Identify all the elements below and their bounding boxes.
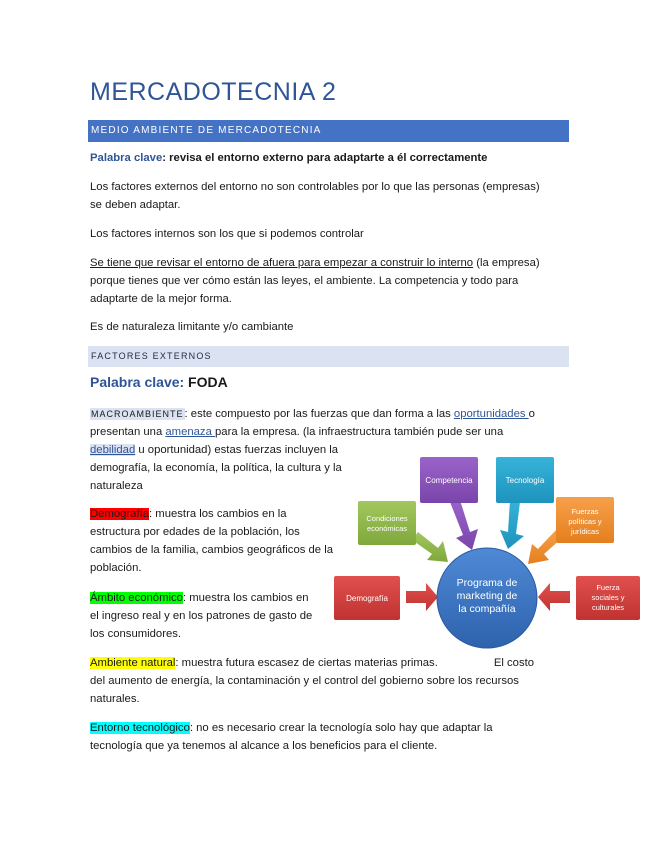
arrow-competencia bbox=[450, 500, 478, 550]
box-fuerzas-label-2: políticas y bbox=[568, 517, 602, 526]
term-economico: Ámbito económico bbox=[90, 592, 183, 604]
paragraph-factores-externos bbox=[90, 178, 540, 214]
macro-text-7: naturaleza bbox=[90, 480, 143, 492]
economico-line1: : muestra los cambios en bbox=[182, 592, 309, 604]
term-tecnologico: Entorno tecnológico bbox=[90, 722, 190, 734]
natural-line2: del aumento de energía, la contaminación y el control del gobierno sobre los recursos bbox=[90, 675, 519, 687]
paragraph-tecnologico bbox=[90, 719, 493, 755]
box-sociales-label-2: sociales y bbox=[591, 593, 625, 602]
keyword-label: Palabra clave bbox=[90, 152, 163, 164]
arrow-tecnologia bbox=[500, 500, 524, 549]
term-demografia: Demografía bbox=[90, 508, 150, 520]
link-debilidad[interactable]: debilidad bbox=[90, 444, 136, 456]
tecnologico-line2: tecnología que ya tenemos al alcance a los beneficios para el cliente. bbox=[90, 740, 438, 752]
demografia-line3: cambios de la familia, cambios geográficos de la bbox=[90, 544, 334, 556]
tecnologico-line1: : no es necesario crear la tecnología solo hay que adaptar la bbox=[189, 722, 493, 734]
box-fuerzas-label-1: Fuerzas bbox=[571, 507, 599, 516]
macro-text-5: u oportunidad) estas fuerzas incluyen la bbox=[135, 444, 339, 456]
paragraph-factores-internos: Los factores internos son los que si podemos controlar bbox=[90, 228, 364, 240]
keyword-label-2: Palabra clave: bbox=[90, 374, 185, 390]
box-tecnologia-label: Tecnología bbox=[505, 476, 545, 485]
link-oportunidades[interactable]: oportunidades bbox=[453, 408, 529, 420]
marketing-environment-diagram bbox=[330, 452, 650, 657]
p3-line2: porque tienes que ver cómo están las leyes, el ambiente. La competencia y todo para bbox=[90, 275, 519, 287]
center-label-2: marketing de bbox=[456, 590, 518, 602]
macro-text-3: presentan una bbox=[90, 426, 166, 438]
paragraph-revisar-entorno bbox=[90, 254, 540, 308]
box-competencia-label: Competencia bbox=[425, 476, 473, 485]
arrow-demografia bbox=[406, 583, 438, 611]
demografia-line4: población. bbox=[90, 562, 142, 574]
keyword-value-foda: FODA bbox=[184, 374, 228, 390]
section-heading-medio-ambiente: MEDIO AMBIENTE DE MERCADOTECNIA bbox=[88, 120, 569, 142]
keyword-text: : revisa el entorno externo para adaptarte a él correctamente bbox=[162, 152, 488, 164]
arrow-condiciones bbox=[412, 532, 448, 562]
box-demografia-label: Demografía bbox=[346, 594, 388, 603]
term-natural: Ambiente natural bbox=[90, 657, 176, 669]
box-condiciones-label-1: Condiciones bbox=[366, 514, 408, 523]
keyword-paragraph-1 bbox=[90, 149, 487, 167]
paragraph-naturaleza: Es de naturaleza limitante y/o cambiante bbox=[90, 321, 294, 333]
box-sociales-label-1: Fuerza bbox=[596, 583, 620, 592]
arrow-sociales bbox=[538, 583, 570, 611]
section-heading-factores-externos: FACTORES EXTERNOS bbox=[88, 346, 569, 367]
page-title: MERCADOTECNIA 2 bbox=[90, 78, 337, 106]
p3-underlined: Se tiene que revisar el entorno de afuera para empezar a construir lo interno bbox=[90, 257, 474, 269]
box-condiciones-label-2: económicas bbox=[366, 524, 408, 533]
natural-line3: naturales. bbox=[90, 693, 140, 705]
paragraph-economico bbox=[90, 589, 312, 643]
p1-line2: se deben adaptar. bbox=[90, 199, 181, 211]
economico-line2: el ingreso real y en los patrones de gasto de bbox=[90, 610, 313, 622]
paragraph-natural bbox=[90, 654, 534, 708]
natural-line1b: El costo bbox=[493, 657, 535, 669]
p3-rest: (la empresa) bbox=[473, 257, 540, 269]
natural-line1: : muestra futura escasez de ciertas materias primas. bbox=[175, 657, 438, 669]
box-condiciones bbox=[358, 501, 416, 545]
center-label-1: Programa de bbox=[456, 577, 518, 589]
keyword-heading-foda bbox=[90, 374, 228, 390]
box-sociales-label-3: culturales bbox=[591, 603, 625, 612]
economico-line3: los consumidores. bbox=[90, 628, 182, 640]
demografia-line2: estructura por edades de la población, los bbox=[90, 526, 300, 538]
macro-text-4: para la empresa. (la infraestructura también pude ser una bbox=[215, 426, 504, 438]
p3-line3: adaptarte de la mejor forma. bbox=[90, 293, 232, 305]
paragraph-demografia bbox=[90, 505, 333, 577]
link-amenaza[interactable]: amenaza bbox=[165, 426, 215, 438]
term-macroambiente: MACROAMBIENTE bbox=[91, 409, 184, 419]
center-label-3: la compañía bbox=[458, 603, 516, 615]
macro-text-2: o bbox=[528, 408, 535, 420]
demografia-line1: : muestra los cambios en la bbox=[149, 508, 287, 520]
p1-line1: Los factores externos del entorno no son controlables por lo que las personas (empresas) bbox=[90, 181, 540, 193]
macro-text-6: demografía, la economía, la política, la cultura y la bbox=[90, 462, 342, 474]
macro-text-1: : este compuesto por las fuerzas que dan forma a las bbox=[184, 408, 454, 420]
box-fuerzas-label-3: jurídicas bbox=[571, 527, 599, 536]
